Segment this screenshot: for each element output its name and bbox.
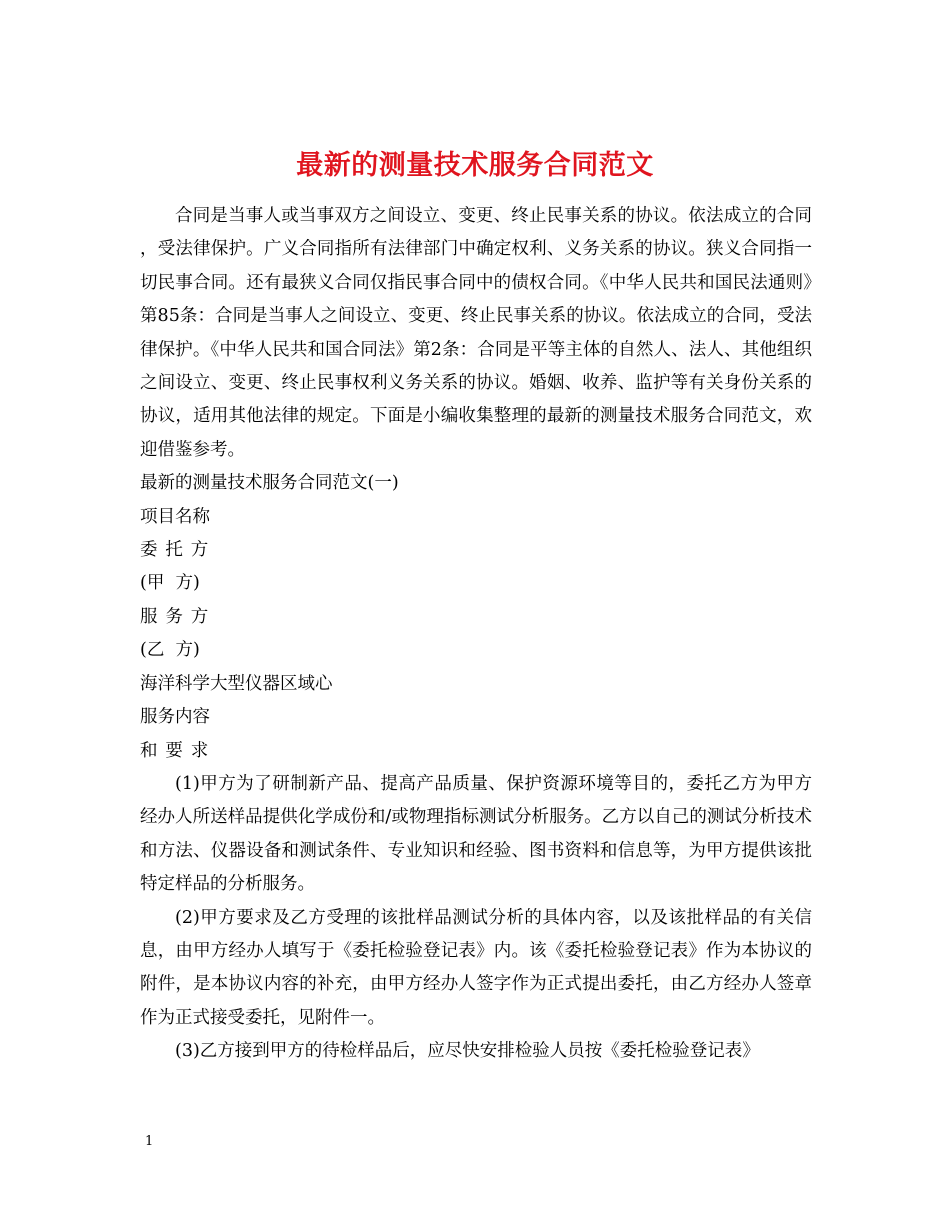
page-number: 1 xyxy=(145,1134,154,1149)
clause-paragraph-1: (1)甲方为了研制新产品、提高产品质量、保护资源环境等目的，委托乙方为甲方经办人所送样品提供化学成份和/或物理指标测试分析服务。乙方以自己的测试分析技术和方法、仪器设备和测试条件、专业知识和经验、图书资料和信息等，为甲方提供该批特定样品的分析服务。 xyxy=(140,773,812,895)
document-body xyxy=(140,200,812,1069)
field-project-name: 项目名称 xyxy=(140,506,210,527)
clause-paragraph-3: (3)乙方接到甲方的待检样品后，应尽快安排检验人员按《委托检验登记表》 xyxy=(175,1041,760,1062)
field-organization: 海洋科学大型仪器区域心 xyxy=(140,673,333,694)
field-service-content: 服务内容 xyxy=(140,707,210,728)
field-service-provider: 服务方 xyxy=(140,606,217,627)
section-heading: 最新的测量技术服务合同范文(一) xyxy=(140,473,399,494)
field-party-a: (甲 方) xyxy=(140,573,200,594)
document-title: 最新的测量技术服务合同范文 xyxy=(296,150,654,182)
clause-paragraph-2: (2)甲方要求及乙方受理的该批样品测试分析的具体内容，以及该批样品的有关信息，由甲方经办人填写于《委托检验登记表》内。该《委托检验登记表》作为本协议的附件，是本协议内容的补充，由甲方经办人签字作为正式提出委托，由乙方经办人签章作为正式接受委托，见附件一。 xyxy=(140,907,812,1028)
intro-paragraph: 合同是当事人或当事双方之间设立、变更、终止民事关系的协议。依法成立的合同 ，受法律保护。广义合同指所有法律部门中确定权利、义务关系的协议。狭义合同指一切民事合同。还有最狭义合同仅指民事合同中的债权合同。《中华人民共和国民法通则》第85条：合同是当事人之间设立、变更、终止民事关系的协议。依法成立的合同，受法律保护。《中华人民共和国合同法》第2条：合同是平等主体的自然人、法人、其他组织之间设立、变更、终止民事权利义务关系的协议。婚姻、收养、监护等有关身份关系的协议，适用其他法律的规定。下面是小编收集整理的最新的测量技术服务合同范文，欢迎借鉴参考。 xyxy=(140,206,812,460)
field-client: 委托方 xyxy=(140,540,217,561)
field-requirements: 和要求 xyxy=(140,740,217,761)
field-party-b: (乙 方) xyxy=(140,640,200,661)
